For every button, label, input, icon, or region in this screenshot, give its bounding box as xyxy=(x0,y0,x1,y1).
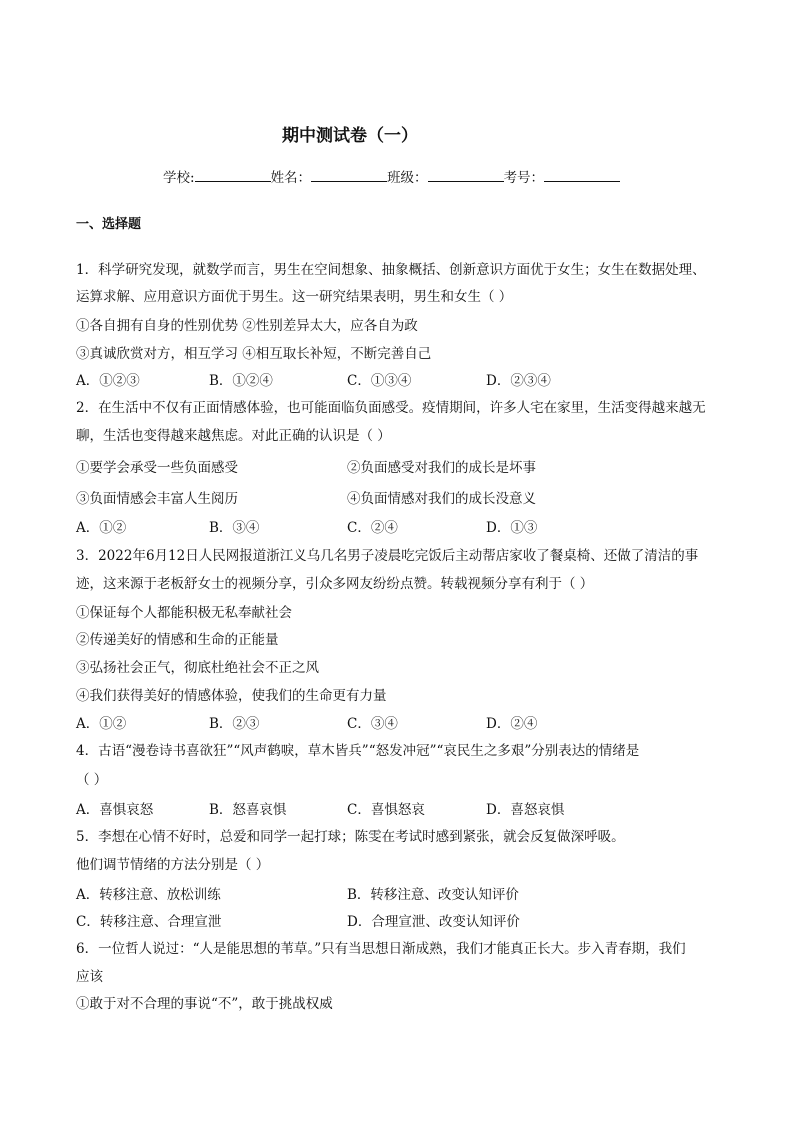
question-6-item-1: ①敢于对不合理的事说“不”，敢于挑战权威 xyxy=(76,996,333,1012)
page-title xyxy=(0,121,794,146)
class-label: 班级： xyxy=(387,170,428,186)
question-5-stem-line-1: 5．李想在心情不好时，总爱和同学一起打球；陈雯在考试时感到紧张，就会反复做深呼吸。 xyxy=(76,829,625,845)
question-3-item-2: ②传递美好的情感和生命的正能量 xyxy=(76,632,279,648)
school-label: 学校: xyxy=(163,170,195,186)
number-label: 考号： xyxy=(503,170,545,186)
question-3-option-b[interactable]: B．②③ xyxy=(209,716,260,732)
question-6-stem-line-1: 6．一位哲人说过：“人是能思想的苇草。”只有当思想日渐成熟，我们才能真正长大。步入青春期，我们 xyxy=(76,941,686,957)
question-5-option-a[interactable]: A．转移注意、放松训练 xyxy=(76,887,221,903)
question-3-option-a[interactable]: A．①② xyxy=(76,716,127,732)
question-5-stem-line-2: 他们调节情绪的方法分别是（ ） xyxy=(76,857,270,873)
question-2-item-4: ④负面情感对我们的成长没意义 xyxy=(347,491,536,507)
question-5-option-b[interactable]: B．转移注意、改变认知评价 xyxy=(347,887,519,903)
question-4-option-c[interactable]: C．喜惧怒哀 xyxy=(347,802,425,818)
question-3-stem-line-2: 迹，这来源于老板舒女士的视频分享，引众多网友纷纷点赞。转载视频分享有利于（ ） xyxy=(76,576,594,592)
name-label: 姓名： xyxy=(270,170,312,186)
question-1-option-c[interactable]: C．①③④ xyxy=(347,373,412,389)
question-3-option-d[interactable]: D．②④ xyxy=(486,716,538,732)
question-5-option-c[interactable]: C．转移注意、合理宣泄 xyxy=(76,914,222,930)
question-1-option-a[interactable]: A．①②③ xyxy=(76,373,140,389)
question-1-option-b[interactable]: B．①②④ xyxy=(209,373,273,389)
class-blank[interactable] xyxy=(428,169,504,182)
question-3-item-3: ③弘扬社会正气，彻底杜绝社会不正之风 xyxy=(76,660,319,676)
question-2-item-3: ③负面情感会丰富人生阅历 xyxy=(76,491,238,507)
question-2-option-b[interactable]: B．③④ xyxy=(209,520,260,536)
question-1-item-line-2: ③真诚欣赏对方，相互学习 ④相互取长补短，不断完善自己 xyxy=(76,346,432,362)
number-blank[interactable] xyxy=(544,169,620,182)
question-4-option-a[interactable]: A．喜惧哀怒 xyxy=(76,802,154,818)
question-1-option-d[interactable]: D．②③④ xyxy=(486,373,551,389)
question-2-option-a[interactable]: A．①② xyxy=(76,520,127,536)
title-text: 期中测试卷（一） xyxy=(282,126,418,146)
question-4-stem-line-2: （ ） xyxy=(76,772,108,788)
question-2-item-1: ①要学会承受一些负面感受 xyxy=(76,460,238,476)
section-heading: 一、选择题 xyxy=(76,217,142,232)
question-3-option-c[interactable]: C．③④ xyxy=(347,716,398,732)
question-2-stem-line-1: 2．在生活中不仅有正面情感体验，也可能面临负面感受。疫情期间，许多人宅在家里，生活变得越来越无 xyxy=(76,400,706,416)
name-blank[interactable] xyxy=(311,169,387,182)
question-6-stem-line-2: 应该 xyxy=(76,969,103,985)
question-5-option-d[interactable]: D．合理宣泄、改变认知评价 xyxy=(347,914,520,930)
question-4-option-b[interactable]: B．怒喜哀惧 xyxy=(209,802,287,818)
question-1-stem-line-2: 运算求解、应用意识方面优于男生。这一研究结果表明，男生和女生（ ） xyxy=(76,289,513,305)
question-2-stem-line-2: 聊，生活也变得越来越焦虑。对此正确的认识是（ ） xyxy=(76,428,391,444)
student-info-line xyxy=(163,166,620,186)
question-3-item-4: ④我们获得美好的情感体验，使我们的生命更有力量 xyxy=(76,688,387,704)
question-4-stem-line-1: 4．古语“漫卷诗书喜欲狂”“风声鹤唳，草木皆兵”“怒发冲冠”“哀民生之多艰”分别表达的情绪是 xyxy=(76,743,640,759)
question-3-item-1: ①保证每个人都能积极无私奉献社会 xyxy=(76,605,292,621)
question-2-option-d[interactable]: D．①③ xyxy=(486,520,538,536)
question-1-stem-line-1: 1．科学研究发现，就数学而言，男生在空间想象、抽象概括、创新意识方面优于女生；女生在数据处理、 xyxy=(76,262,706,278)
question-4-option-d[interactable]: D．喜怒哀惧 xyxy=(486,802,565,818)
question-1-item-line-1: ①各自拥有自身的性别优势 ②性别差异太大，应各自为政 xyxy=(76,318,418,334)
question-2-item-2: ②负面感受对我们的成长是坏事 xyxy=(347,460,536,476)
school-blank[interactable] xyxy=(195,169,271,182)
question-2-option-c[interactable]: C．②④ xyxy=(347,520,398,536)
question-3-stem-line-1: 3．2022年6月12日人民网报道浙江义乌几名男子凌晨吃完饭后主动帮店家收了餐桌椅、还做了清洁的事 xyxy=(76,548,699,564)
